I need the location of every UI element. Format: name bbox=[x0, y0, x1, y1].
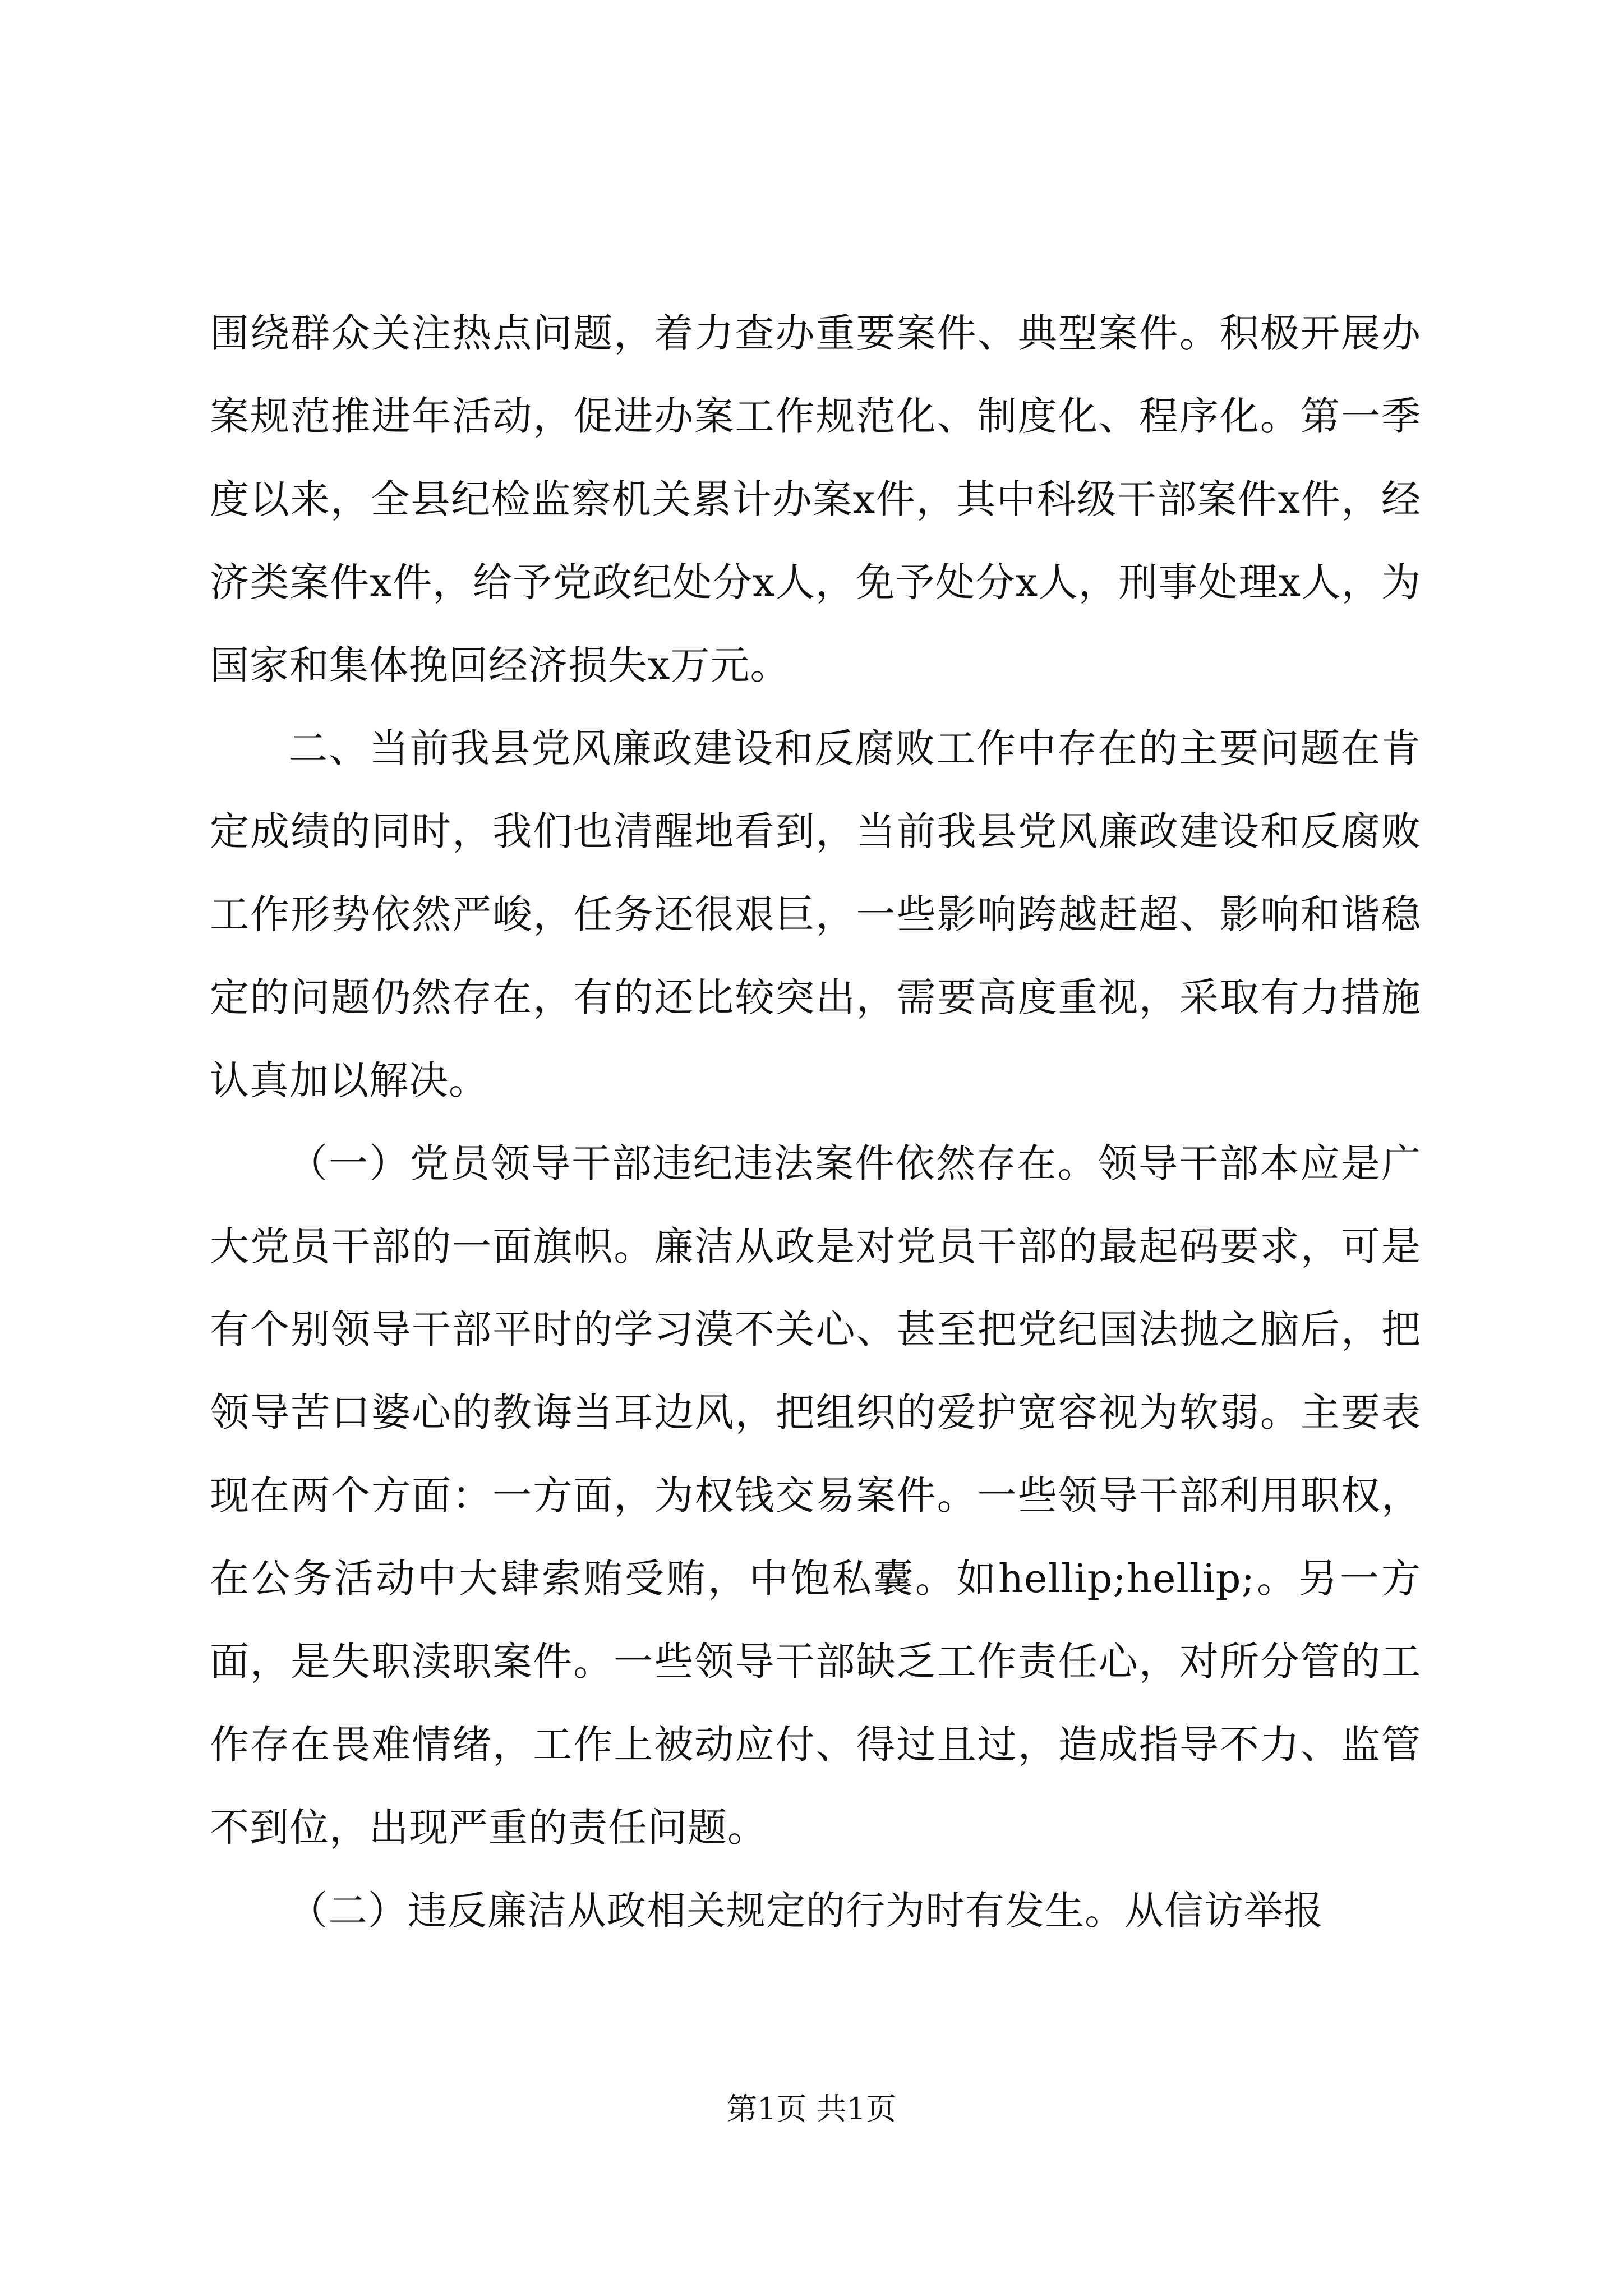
page-number-footer: 第1页 共1页 bbox=[727, 2091, 896, 2127]
paragraph-section-two: 二、当前我县党风廉政建设和反腐败工作中存在的主要问题在肯定成绩的同时，我们也清醒地看到，当前我县党风廉政建设和反腐败工作形势依然严峻，任务还很艰巨，一些影响跨越赶超、影响和谐稳定的问题仍然存在，有的还比较突出，需要高度重视，采取有力措施认真加以解决。 bbox=[210, 725, 1421, 1103]
paragraph-continuation: 围绕群众关注热点问题，着力查办重要案件、典型案件。积极开展办案规范推进年活动，促进办案工作规范化、制度化、程序化。第一季度以来，全县纪检监察机关累计办案x件，其中科级干部案件x件，经济类案件x件，给予党政纪处分x人，免予处分x人，刑事处理x人，为国家和集体挽回经济损失x万元。 bbox=[210, 310, 1421, 688]
document-body bbox=[210, 292, 1421, 1952]
paragraph-subsection-one: （一）党员领导干部违纪违法案件依然存在。领导干部本应是广大党员干部的一面旗帜。廉洁从政是对党员干部的最起码要求，可是有个别领导干部平时的学习漠不关心、甚至把党纪国法抛之脑后，把领导苦口婆心的教诲当耳边风，把组织的爱护宽容视为软弱。主要表现在两个方面：一方面，为权钱交易案件。一些领导干部利用职权，在公务活动中大肆索贿受贿，中饱私囊。如hellip;hellip;。另一方面，是失职渎职案件。一些领导干部缺乏工作责任心，对所分管的工作存在畏难情绪，工作上被动应付、得过且过，造成指导不力、监管不到位，出现严重的责任问题。 bbox=[210, 1140, 1421, 1851]
paragraph-subsection-two: （二）违反廉洁从政相关规定的行为时有发生。从信访举报 bbox=[288, 1888, 1324, 1934]
